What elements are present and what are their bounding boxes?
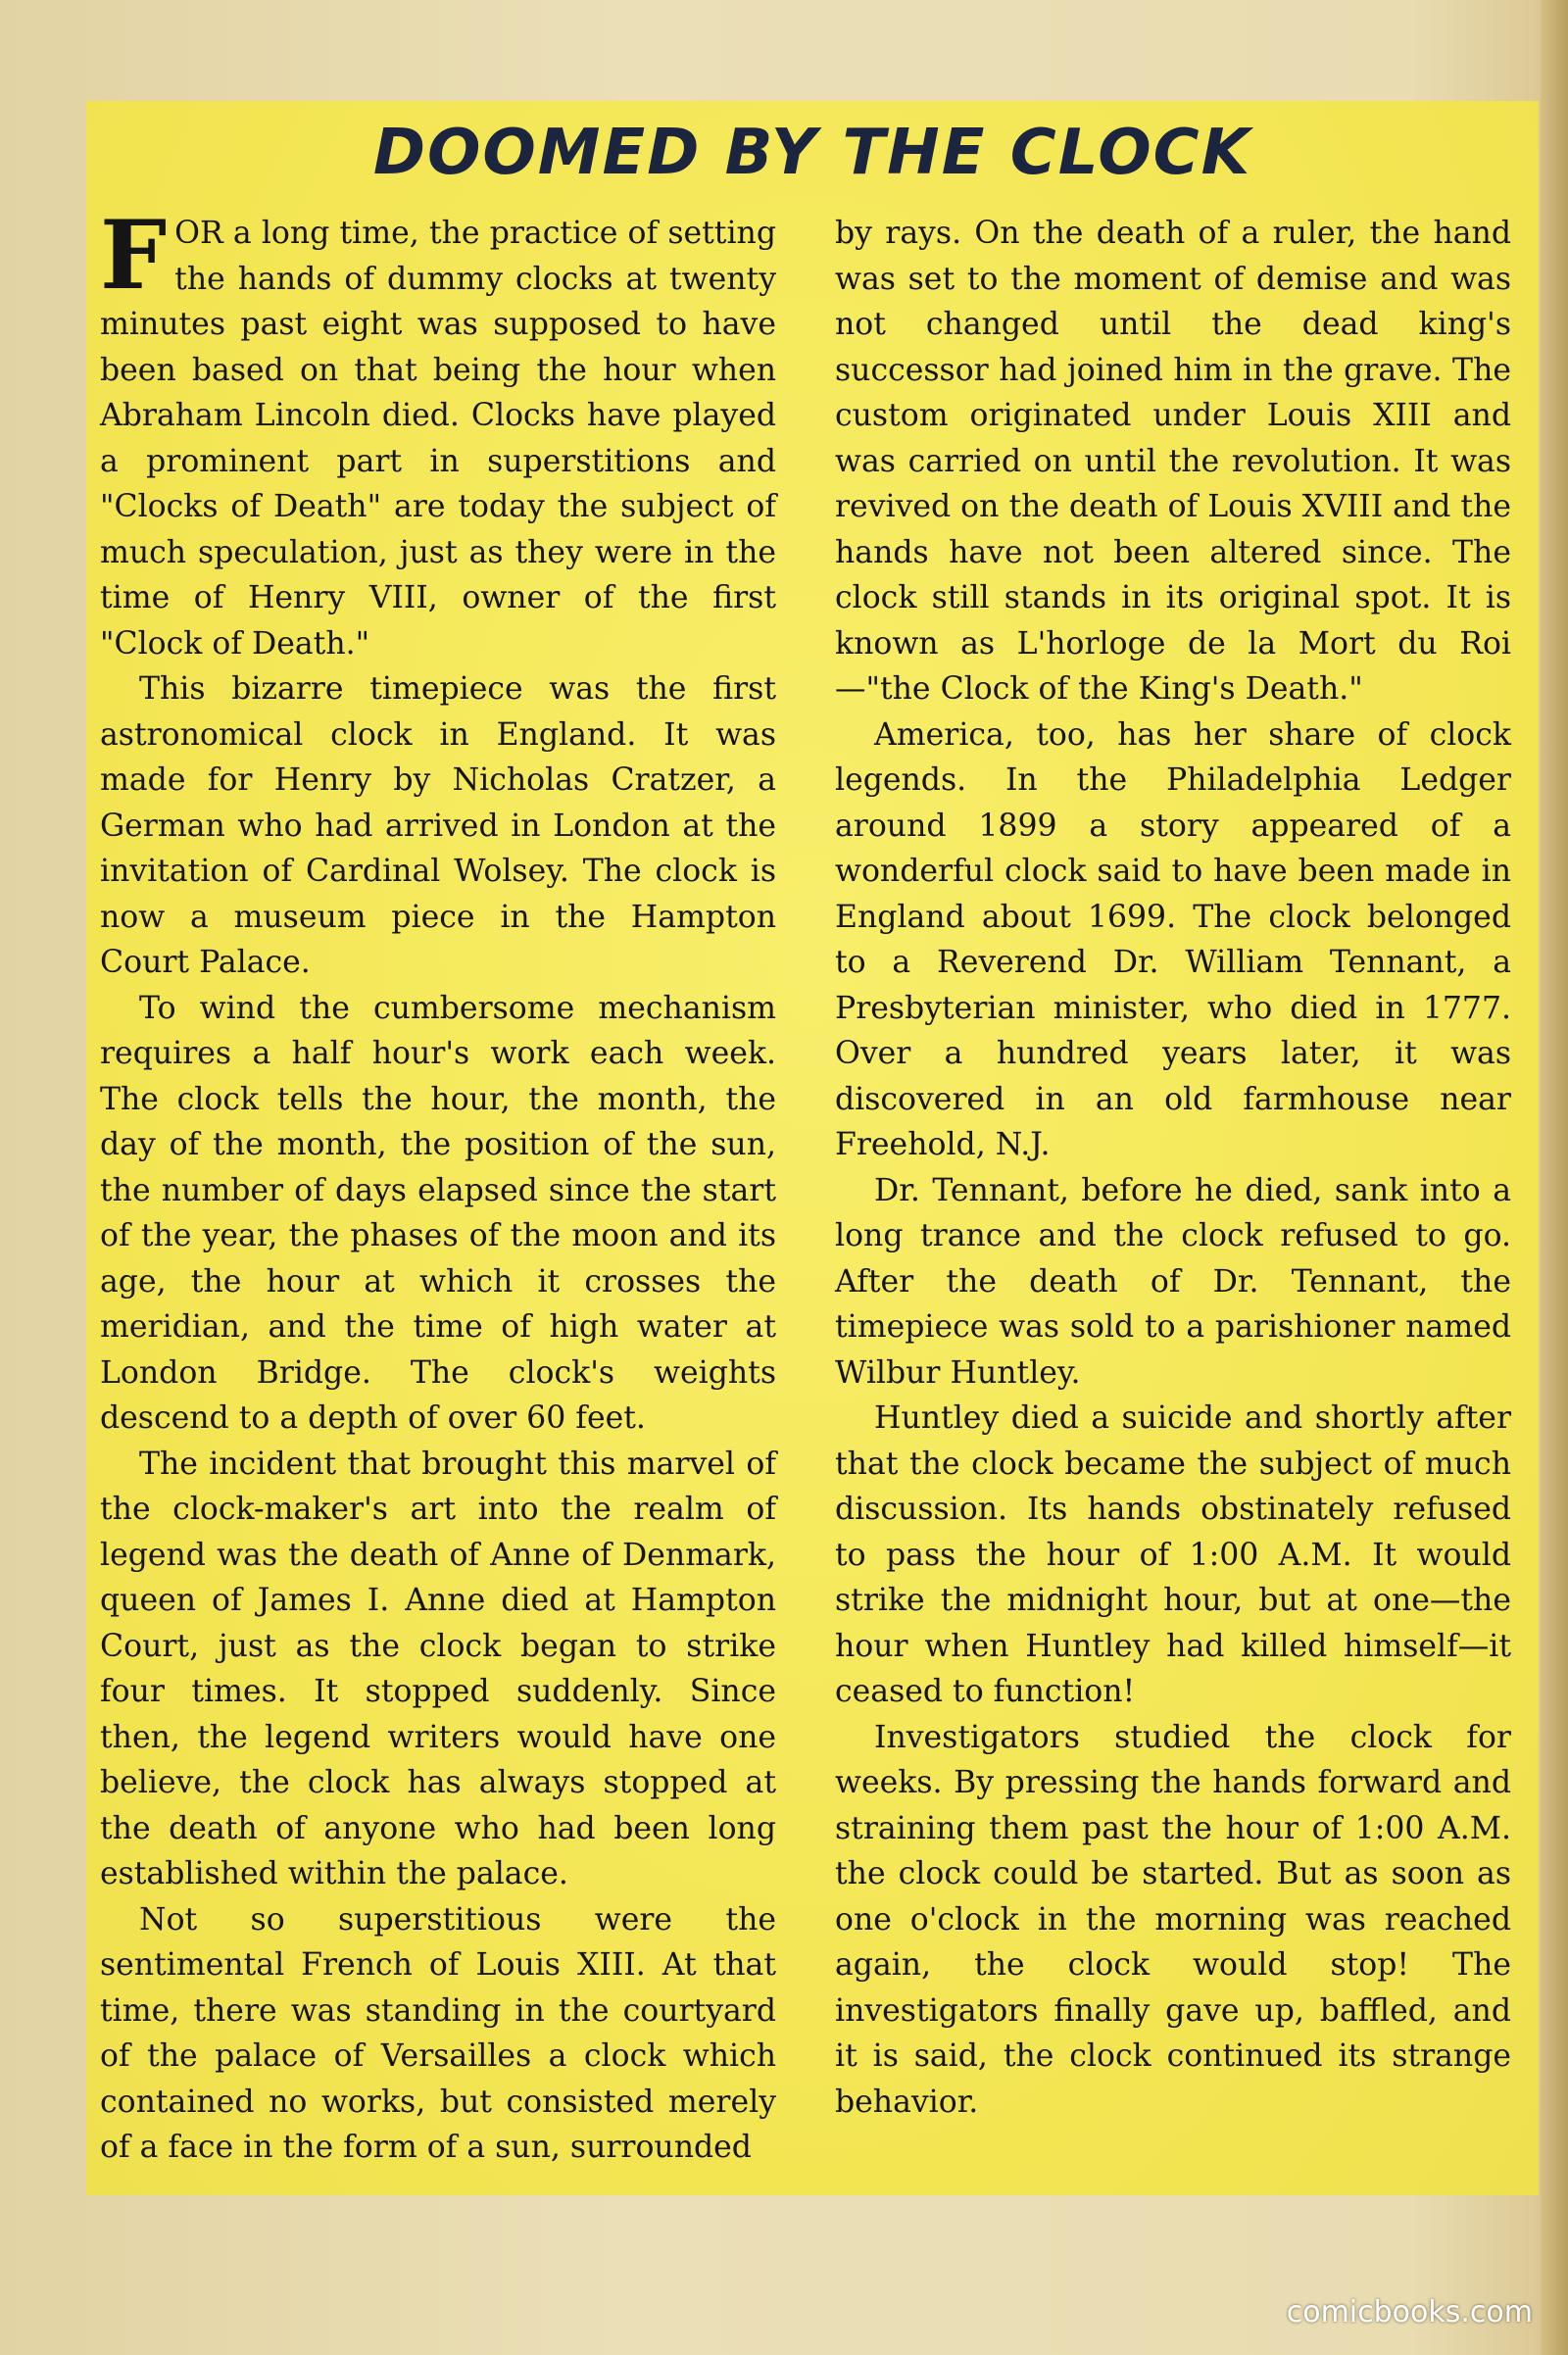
paragraph: by rays. On the death of a ruler, the hand was set to the moment of demise and was not changed until the dead king's successor had joined him in the grave. The custom originated under Louis XIII and was carried on until the revolution. It was revived on the death of Louis XVIII and the hands have not been altered since. The clock still stands in its original spot. It is known as L'horloge de la Mort du Roi—"the Clock of the King's Death." xyxy=(835,216,1512,707)
right-column xyxy=(835,211,1511,2125)
paragraph: Huntley died a suicide and shortly after that the clock became the subject of much discussion. Its hands obstinately refused to pass the hour of 1:00 A.M. It would strike the midnight hour, but at one—the hour when Huntley had killed himself—it ceased to function! xyxy=(835,1400,1511,1709)
paragraph: Dr. Tennant, before he died, sank into a long trance and the clock refused to go. After the death of Dr. Tennant, the timepiece was sold to a parishioner named Wilbur Huntley. xyxy=(835,1172,1511,1391)
page-spine-edge xyxy=(1541,0,1568,2355)
drop-cap: F xyxy=(100,200,168,311)
paragraph: The incident that brought this marvel of the clock-maker's art into the realm of legend was the death of Anne of Denmark, queen of James I. Anne died at Hampton Court, just as the clock began to strike four times. It stopped suddenly. Since then, the legend writers would have one believe, the clock has always stopped at the death of anyone who had been long established within the palace. xyxy=(100,1446,776,1891)
article-title: DOOMED BY THE CLOCK xyxy=(372,117,1252,189)
paragraph: Investigators studied the clock for weeks. By pressing the hands forward and straining them past the hour of 1:00 A.M. the clock could be started. But as soon as one o'clock in the morning was reached again, the clock would stop! The investigators finally gave up, baffled, and it is said, the clock continued its strange behavior. xyxy=(835,1719,1511,2120)
paragraph: This bizarre timepiece was the first astronomical clock in England. It was made for Henry by Nicholas Cratzer, a German who had arrived in London at the invitation of Cardinal Wolsey. The clock is now a museum piece in the Hampton Court Palace. xyxy=(100,671,776,980)
paragraph: Not so superstitious were the sentimental French of Louis XIII. At that time, there was standing in the courtyard of the palace of Versailles a clock which contained no works, but consisted merely of a face in the form of a sun, surrounded xyxy=(100,1901,776,2165)
paragraph: To wind the cumbersome mechanism requires a half hour's work each week. The clock tells the hour, the month, the day of the month, the position of the sun, the number of days elapsed since the start of the year, the phases of the moon and its age, the hour at which it crosses the meridian, and the time of high water at London Bridge. The clock's weights descend to a depth of over 60 feet. xyxy=(100,990,776,1436)
watermark: comicbooks.com xyxy=(1286,2295,1533,2330)
paragraph: FOR a long time, the practice of setting the hands of dummy clocks at twenty minutes past eight was supposed to have been based on that being the hour when Abraham Lincoln died. Clocks have played a prominent part in superstitions and "Clocks of Death" are today the subject of much speculation, just as they were in the time of Henry VIII, owner of the first "Clock of Death." xyxy=(100,200,776,662)
paragraph: America, too, has her share of clock legends. In the Philadelphia Ledger around 1899 a story appeared of a wonderful clock said to have been made in England about 1699. The clock belonged to a Reverend Dr. William Tennant, a Presbyterian minister, who died in 1777. Over a hundred years later, it was discovered in an old farmhouse near Freehold, N.J. xyxy=(835,716,1511,1162)
left-column xyxy=(100,200,776,2171)
